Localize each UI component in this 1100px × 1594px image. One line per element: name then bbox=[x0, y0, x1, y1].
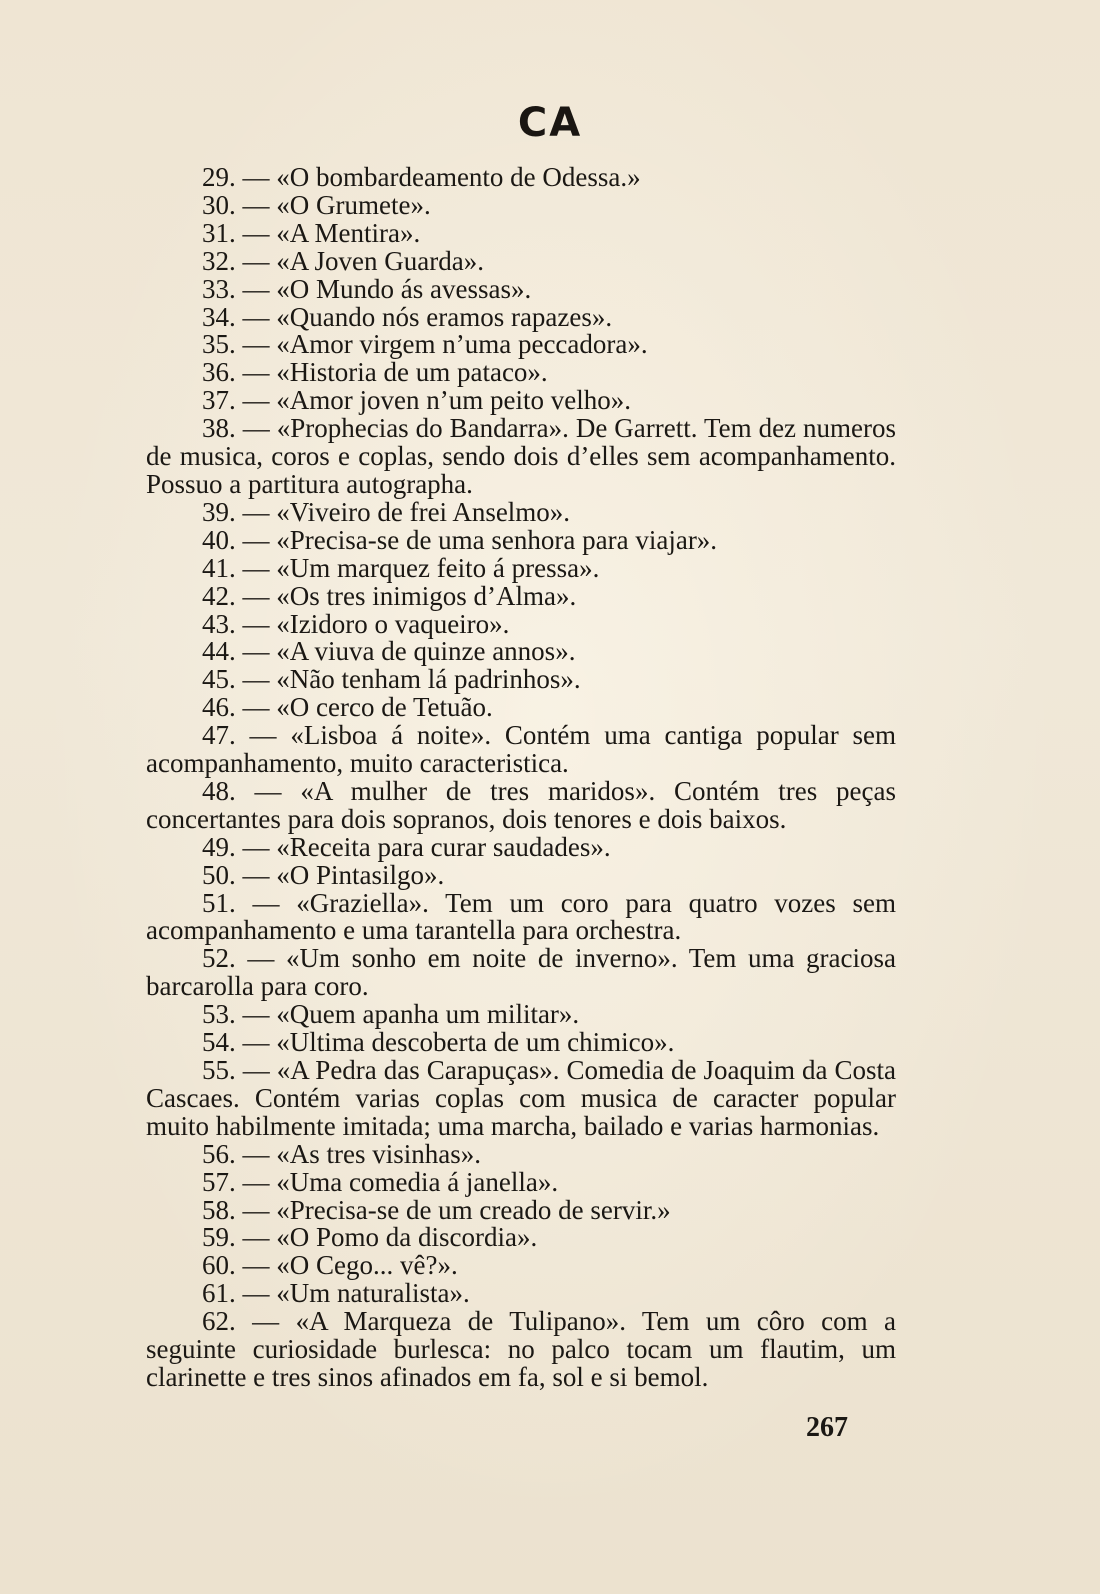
entry-dash: — bbox=[242, 1055, 270, 1085]
entry-dash: — bbox=[249, 720, 277, 751]
list-item bbox=[146, 638, 896, 666]
entry-dash: — bbox=[252, 887, 280, 918]
entry-text: «O Pintasilgo». bbox=[276, 859, 445, 890]
entry-text: «Viveiro de frei Anselmo». bbox=[276, 496, 571, 527]
entry-number: 50. bbox=[202, 859, 236, 890]
entry-text: «Quando nós eramos rapazes». bbox=[276, 301, 613, 332]
entry-text: «Precisa-se de um creado de servir.» bbox=[276, 1194, 671, 1225]
entry-number: 38. bbox=[202, 413, 236, 444]
entry-text: «A viuva de quinze annos». bbox=[276, 636, 576, 667]
entry-number: 62. bbox=[202, 1306, 236, 1337]
list-item bbox=[146, 722, 896, 778]
entry-number: 55. bbox=[202, 1055, 236, 1085]
entry-dash: — bbox=[242, 1138, 270, 1169]
entry-text: «Historia de um pataco». bbox=[276, 357, 548, 388]
list-item bbox=[146, 496, 896, 527]
list-item bbox=[146, 945, 896, 1001]
entry-text: «Um naturalista». bbox=[276, 1278, 470, 1309]
entry-number: 29. bbox=[202, 162, 236, 192]
entry-text: «Amor virgem n’uma peccadora». bbox=[276, 329, 648, 360]
entry-text: «Um marquez feito á pressa». bbox=[276, 552, 600, 583]
entry-text: «O Pomo da discordia». bbox=[276, 1222, 538, 1253]
list-item bbox=[146, 164, 896, 192]
list-item bbox=[146, 387, 896, 415]
entry-text: «A Marqueza de Tulipano». Tem um côro com a seguinte curiosidade burlesca: no palco tocam um flautim, um clarinette e tres sinos afinados em fa, sol e si bemol. bbox=[146, 1306, 897, 1392]
entry-dash: — bbox=[242, 273, 270, 304]
entry-dash: — bbox=[242, 580, 270, 611]
entry-text: «A Mentira». bbox=[276, 217, 421, 248]
entry-dash: — bbox=[242, 1166, 270, 1197]
entry-text: «Izidoro o vaqueiro». bbox=[276, 608, 510, 639]
entry-number: 39. bbox=[202, 496, 236, 527]
entry-dash: — bbox=[242, 1222, 270, 1253]
entry-text: «O Mundo ás avessas». bbox=[276, 273, 532, 304]
list-item bbox=[146, 831, 896, 862]
entry-dash: — bbox=[242, 608, 270, 639]
entry-number: 44. bbox=[202, 636, 236, 667]
list-item bbox=[146, 775, 897, 834]
entry-number: 37. bbox=[202, 385, 236, 416]
entry-dash: — bbox=[242, 217, 270, 248]
entry-number: 52. bbox=[202, 943, 236, 974]
entry-number: 49. bbox=[202, 831, 236, 862]
list-item bbox=[146, 887, 896, 946]
entry-text: «O Grumete». bbox=[276, 189, 431, 220]
list-item bbox=[146, 415, 896, 499]
entry-text: «Um sonho em noite de inverno». Tem uma graciosa barcarolla para coro. bbox=[146, 943, 897, 1002]
list-item bbox=[146, 1057, 896, 1141]
running-header: CA bbox=[517, 100, 583, 146]
entry-number: 33. bbox=[202, 273, 236, 304]
entry-dash: — bbox=[242, 162, 270, 192]
list-item bbox=[146, 331, 896, 359]
entry-dash: — bbox=[242, 664, 270, 695]
entry-dash: — bbox=[242, 1278, 270, 1309]
entry-number: 59. bbox=[202, 1222, 236, 1253]
entry-dash: — bbox=[242, 357, 270, 388]
entry-dash: — bbox=[247, 943, 275, 974]
list-item bbox=[146, 580, 896, 611]
entry-number: 35. bbox=[202, 329, 236, 360]
entry-text: «O Cego... vê?». bbox=[276, 1250, 458, 1281]
entry-dash: — bbox=[242, 301, 270, 332]
list-item bbox=[146, 359, 896, 387]
list-item bbox=[146, 1280, 896, 1308]
list-item bbox=[146, 1308, 896, 1392]
entry-number: 31. bbox=[202, 217, 236, 248]
page-number: 267 bbox=[806, 1412, 848, 1443]
entry-dash: — bbox=[242, 552, 270, 583]
entry-number: 54. bbox=[202, 1027, 236, 1058]
entry-text: «Os tres inimigos d’Alma». bbox=[276, 580, 577, 611]
entry-number: 32. bbox=[202, 245, 236, 276]
entry-dash: — bbox=[242, 1194, 270, 1225]
entry-dash: — bbox=[242, 245, 270, 276]
list-item bbox=[146, 1001, 896, 1029]
entry-dash: — bbox=[242, 496, 270, 527]
entry-text: «Lisboa á noite». Contém uma cantiga popular sem acompanhamento, muito caracteristica. bbox=[146, 720, 896, 779]
entry-number: 48. bbox=[202, 775, 236, 806]
entry-number: 34. bbox=[202, 301, 236, 332]
entry-text: «A mulher de tres maridos». Contém tres peças concertantes para dois sopranos, dois tenores e dois baixos. bbox=[146, 775, 897, 834]
entry-text: «Ultima descoberta de um chimico». bbox=[276, 1027, 675, 1058]
entry-text: «O bombardeamento de Odessa.» bbox=[276, 162, 641, 192]
entry-dash: — bbox=[242, 524, 270, 555]
entry-dash: — bbox=[242, 859, 270, 890]
entry-text: «A Pedra das Carapuças». Comedia de Joaquim da Costa Cascaes. Contém varias coplas com musica de caracter popular muito habilmente imitada; uma marcha, bailado e varias harmonias. bbox=[146, 1055, 896, 1141]
list-item bbox=[146, 273, 896, 304]
list-item bbox=[146, 217, 896, 248]
entry-number: 45. bbox=[202, 664, 236, 695]
entry-number: 47. bbox=[202, 720, 236, 751]
entry-list bbox=[146, 164, 896, 1392]
entry-number: 53. bbox=[202, 999, 236, 1030]
entry-dash: — bbox=[242, 1250, 270, 1281]
entry-text: «Amor joven n’um peito velho». bbox=[276, 385, 631, 416]
entry-text: «Precisa-se de uma senhora para viajar». bbox=[276, 524, 718, 555]
entry-dash: — bbox=[252, 1306, 280, 1337]
entry-text: «Uma comedia á janella». bbox=[276, 1166, 559, 1197]
entry-number: 57. bbox=[202, 1166, 236, 1197]
list-item bbox=[146, 189, 896, 220]
list-item bbox=[146, 1166, 896, 1197]
entry-number: 61. bbox=[202, 1278, 236, 1309]
entry-number: 60. bbox=[202, 1250, 236, 1281]
entry-number: 30. bbox=[202, 189, 236, 220]
entry-text: «Graziella». Tem um coro para quatro vozes sem acompanhamento e uma tarantella para orchestra. bbox=[146, 887, 896, 946]
entry-dash: — bbox=[242, 831, 270, 862]
list-item bbox=[146, 1224, 896, 1252]
entry-text: «Quem apanha um militar». bbox=[276, 999, 580, 1030]
list-item bbox=[146, 694, 896, 722]
entry-dash: — bbox=[242, 636, 270, 667]
list-item bbox=[146, 301, 896, 332]
entry-dash: — bbox=[242, 413, 270, 444]
entry-number: 36. bbox=[202, 357, 236, 388]
list-item bbox=[146, 245, 896, 276]
entry-text: «A Joven Guarda». bbox=[276, 245, 484, 276]
list-item bbox=[146, 1029, 896, 1057]
entry-dash: — bbox=[242, 189, 270, 220]
list-item bbox=[146, 524, 896, 555]
entry-number: 40. bbox=[202, 524, 236, 555]
entry-number: 51. bbox=[202, 887, 236, 918]
entry-number: 43. bbox=[202, 608, 236, 639]
entry-text: «Receita para curar saudades». bbox=[276, 831, 611, 862]
list-item bbox=[146, 608, 896, 639]
entry-text: «Prophecias do Bandarra». De Garrett. Tem dez numeros de musica, coros e coplas, sendo dois d’elles sem acompanhamento. Possuo a partitura autographa. bbox=[146, 413, 896, 499]
entry-text: «Não tenham lá padrinhos». bbox=[276, 664, 581, 695]
list-item bbox=[146, 1252, 896, 1280]
entry-number: 58. bbox=[202, 1194, 236, 1225]
entry-number: 42. bbox=[202, 580, 236, 611]
entry-dash: — bbox=[254, 775, 282, 806]
entry-dash: — bbox=[242, 385, 270, 416]
entry-number: 56. bbox=[202, 1138, 236, 1169]
entry-number: 46. bbox=[202, 692, 236, 723]
entry-text: «As tres visinhas». bbox=[276, 1138, 481, 1169]
entry-dash: — bbox=[242, 999, 270, 1030]
entry-text: «O cerco de Tetuão. bbox=[276, 692, 493, 723]
list-item bbox=[146, 666, 896, 694]
entry-dash: — bbox=[242, 329, 270, 360]
entry-number: 41. bbox=[202, 552, 236, 583]
list-item bbox=[146, 1138, 896, 1169]
list-item bbox=[146, 552, 896, 583]
list-item bbox=[146, 859, 896, 890]
entry-dash: — bbox=[242, 1027, 270, 1058]
list-item bbox=[146, 1194, 896, 1225]
entry-dash: — bbox=[242, 692, 270, 723]
